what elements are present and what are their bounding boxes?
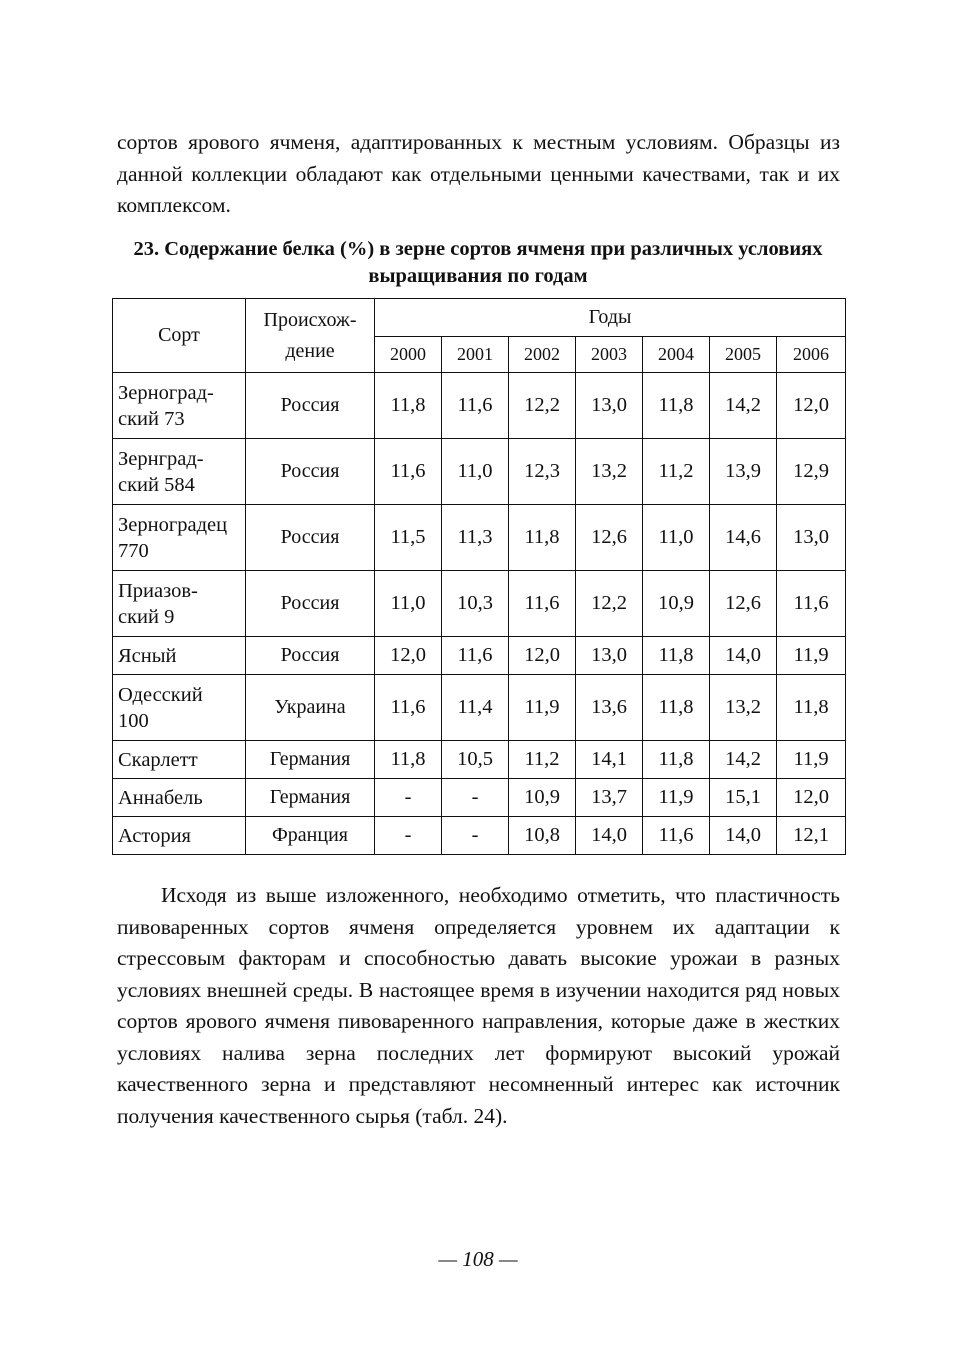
- header-year: 2002: [509, 337, 576, 373]
- protein-value: 11,8: [509, 505, 576, 571]
- protein-value: 13,7: [576, 779, 643, 817]
- protein-value: 10,9: [643, 571, 710, 637]
- variety-name: Приазов- ский 9: [113, 571, 246, 637]
- protein-value: -: [442, 817, 509, 855]
- page-number: — 108 —: [438, 1247, 518, 1271]
- protein-value: 12,0: [375, 637, 442, 675]
- protein-value: 11,8: [777, 675, 846, 741]
- variety-name: Ясный: [113, 637, 246, 675]
- table-row: [113, 741, 846, 779]
- variety-origin: Германия: [246, 779, 375, 817]
- variety-origin: Россия: [246, 571, 375, 637]
- protein-value: 11,9: [777, 637, 846, 675]
- protein-value: 10,3: [442, 571, 509, 637]
- variety-origin: Россия: [246, 439, 375, 505]
- header-year: 2001: [442, 337, 509, 373]
- protein-value: 11,9: [777, 741, 846, 779]
- table-row: [113, 373, 846, 439]
- protein-value: 13,2: [710, 675, 777, 741]
- table-row: [113, 439, 846, 505]
- header-origin: [246, 299, 375, 373]
- protein-value: 12,0: [777, 373, 846, 439]
- protein-value: 14,1: [576, 741, 643, 779]
- protein-value: 12,6: [710, 571, 777, 637]
- protein-value: 12,0: [777, 779, 846, 817]
- protein-value: 11,9: [643, 779, 710, 817]
- variety-origin: Франция: [246, 817, 375, 855]
- variety-origin: Украина: [246, 675, 375, 741]
- protein-value: 11,8: [375, 373, 442, 439]
- protein-value: 13,9: [710, 439, 777, 505]
- protein-value: 11,8: [375, 741, 442, 779]
- protein-value: 11,2: [643, 439, 710, 505]
- protein-value: 12,2: [576, 571, 643, 637]
- protein-value: 13,0: [777, 505, 846, 571]
- protein-value: 15,1: [710, 779, 777, 817]
- protein-value: 12,0: [509, 637, 576, 675]
- protein-value: 13,0: [576, 373, 643, 439]
- protein-value: 11,8: [643, 373, 710, 439]
- protein-value: 12,3: [509, 439, 576, 505]
- protein-value: -: [375, 817, 442, 855]
- protein-value: 14,0: [576, 817, 643, 855]
- table-row: [113, 571, 846, 637]
- table-row: [113, 675, 846, 741]
- header-year: 2006: [777, 337, 846, 373]
- intro-paragraph: сортов ярового ячменя, адаптированных к местным условиям. Образцы из данной коллекции обладают как отдельными ценными качествами, так и их комплексом.: [117, 130, 840, 217]
- variety-name: Аннабель: [113, 779, 246, 817]
- header-year: 2003: [576, 337, 643, 373]
- body-paragraph: Исходя из выше изложенного, необходимо отметить, что пластичность пивоваренных сортов ячменя определяется уровнем их адаптации к стрессовым факторам и способностью давать высокие урожаи в разных условиях внешней среды. В настоящее время в изучении находится ряд новых сортов ярового ячменя пивоваренного направления, которые даже в жестких условиях налива зерна последних лет формируют высокий урожай качественного зерна и представляют несомненный интерес как источник получения качественного сырья (табл. 24).: [117, 883, 840, 1128]
- protein-value: 11,3: [442, 505, 509, 571]
- protein-value: 14,2: [710, 741, 777, 779]
- protein-value: 11,0: [643, 505, 710, 571]
- protein-value: 12,9: [777, 439, 846, 505]
- table-row: [113, 779, 846, 817]
- header-variety: Сорт: [113, 299, 246, 373]
- variety-origin: Россия: [246, 505, 375, 571]
- table-row: [113, 817, 846, 855]
- protein-value: -: [442, 779, 509, 817]
- protein-value: 12,2: [509, 373, 576, 439]
- protein-value: 11,6: [509, 571, 576, 637]
- variety-origin: Германия: [246, 741, 375, 779]
- header-year: 2000: [375, 337, 442, 373]
- protein-value: 11,8: [643, 675, 710, 741]
- protein-value: 11,6: [442, 637, 509, 675]
- protein-value: 11,5: [375, 505, 442, 571]
- protein-value: 11,6: [442, 373, 509, 439]
- protein-value: -: [375, 779, 442, 817]
- protein-content-table: [112, 298, 846, 855]
- table-row: [113, 637, 846, 675]
- protein-value: 13,6: [576, 675, 643, 741]
- protein-value: 10,5: [442, 741, 509, 779]
- variety-name: Астория: [113, 817, 246, 855]
- variety-name: Зерноградец 770: [113, 505, 246, 571]
- protein-value: 11,0: [375, 571, 442, 637]
- protein-value: 11,4: [442, 675, 509, 741]
- protein-value: 14,0: [710, 637, 777, 675]
- variety-name: Скарлетт: [113, 741, 246, 779]
- variety-origin: Россия: [246, 637, 375, 675]
- header-year: 2005: [710, 337, 777, 373]
- variety-name: Зернград- ский 584: [113, 439, 246, 505]
- protein-value: 11,0: [442, 439, 509, 505]
- protein-value: 12,6: [576, 505, 643, 571]
- table-row: [113, 505, 846, 571]
- header-years: Годы: [375, 299, 846, 337]
- protein-value: 11,8: [643, 637, 710, 675]
- protein-value: 11,6: [375, 439, 442, 505]
- protein-value: 11,8: [643, 741, 710, 779]
- protein-value: 10,8: [509, 817, 576, 855]
- header-year: 2004: [643, 337, 710, 373]
- protein-value: 11,6: [643, 817, 710, 855]
- table-caption: 23. Содержание белка (%) в зерне сортов ячменя при различных условиях выращивания по годам: [133, 238, 823, 287]
- protein-value: 10,9: [509, 779, 576, 817]
- protein-value: 14,2: [710, 373, 777, 439]
- protein-value: 11,6: [777, 571, 846, 637]
- variety-origin: Россия: [246, 373, 375, 439]
- variety-name: Одесский 100: [113, 675, 246, 741]
- protein-value: 12,1: [777, 817, 846, 855]
- protein-value: 14,6: [710, 505, 777, 571]
- protein-value: 13,2: [576, 439, 643, 505]
- protein-value: 11,2: [509, 741, 576, 779]
- header-origin-label: Происхож- дение: [263, 308, 357, 362]
- protein-value: 11,9: [509, 675, 576, 741]
- protein-value: 11,6: [375, 675, 442, 741]
- protein-value: 14,0: [710, 817, 777, 855]
- variety-name: Зерноград- ский 73: [113, 373, 246, 439]
- protein-value: 13,0: [576, 637, 643, 675]
